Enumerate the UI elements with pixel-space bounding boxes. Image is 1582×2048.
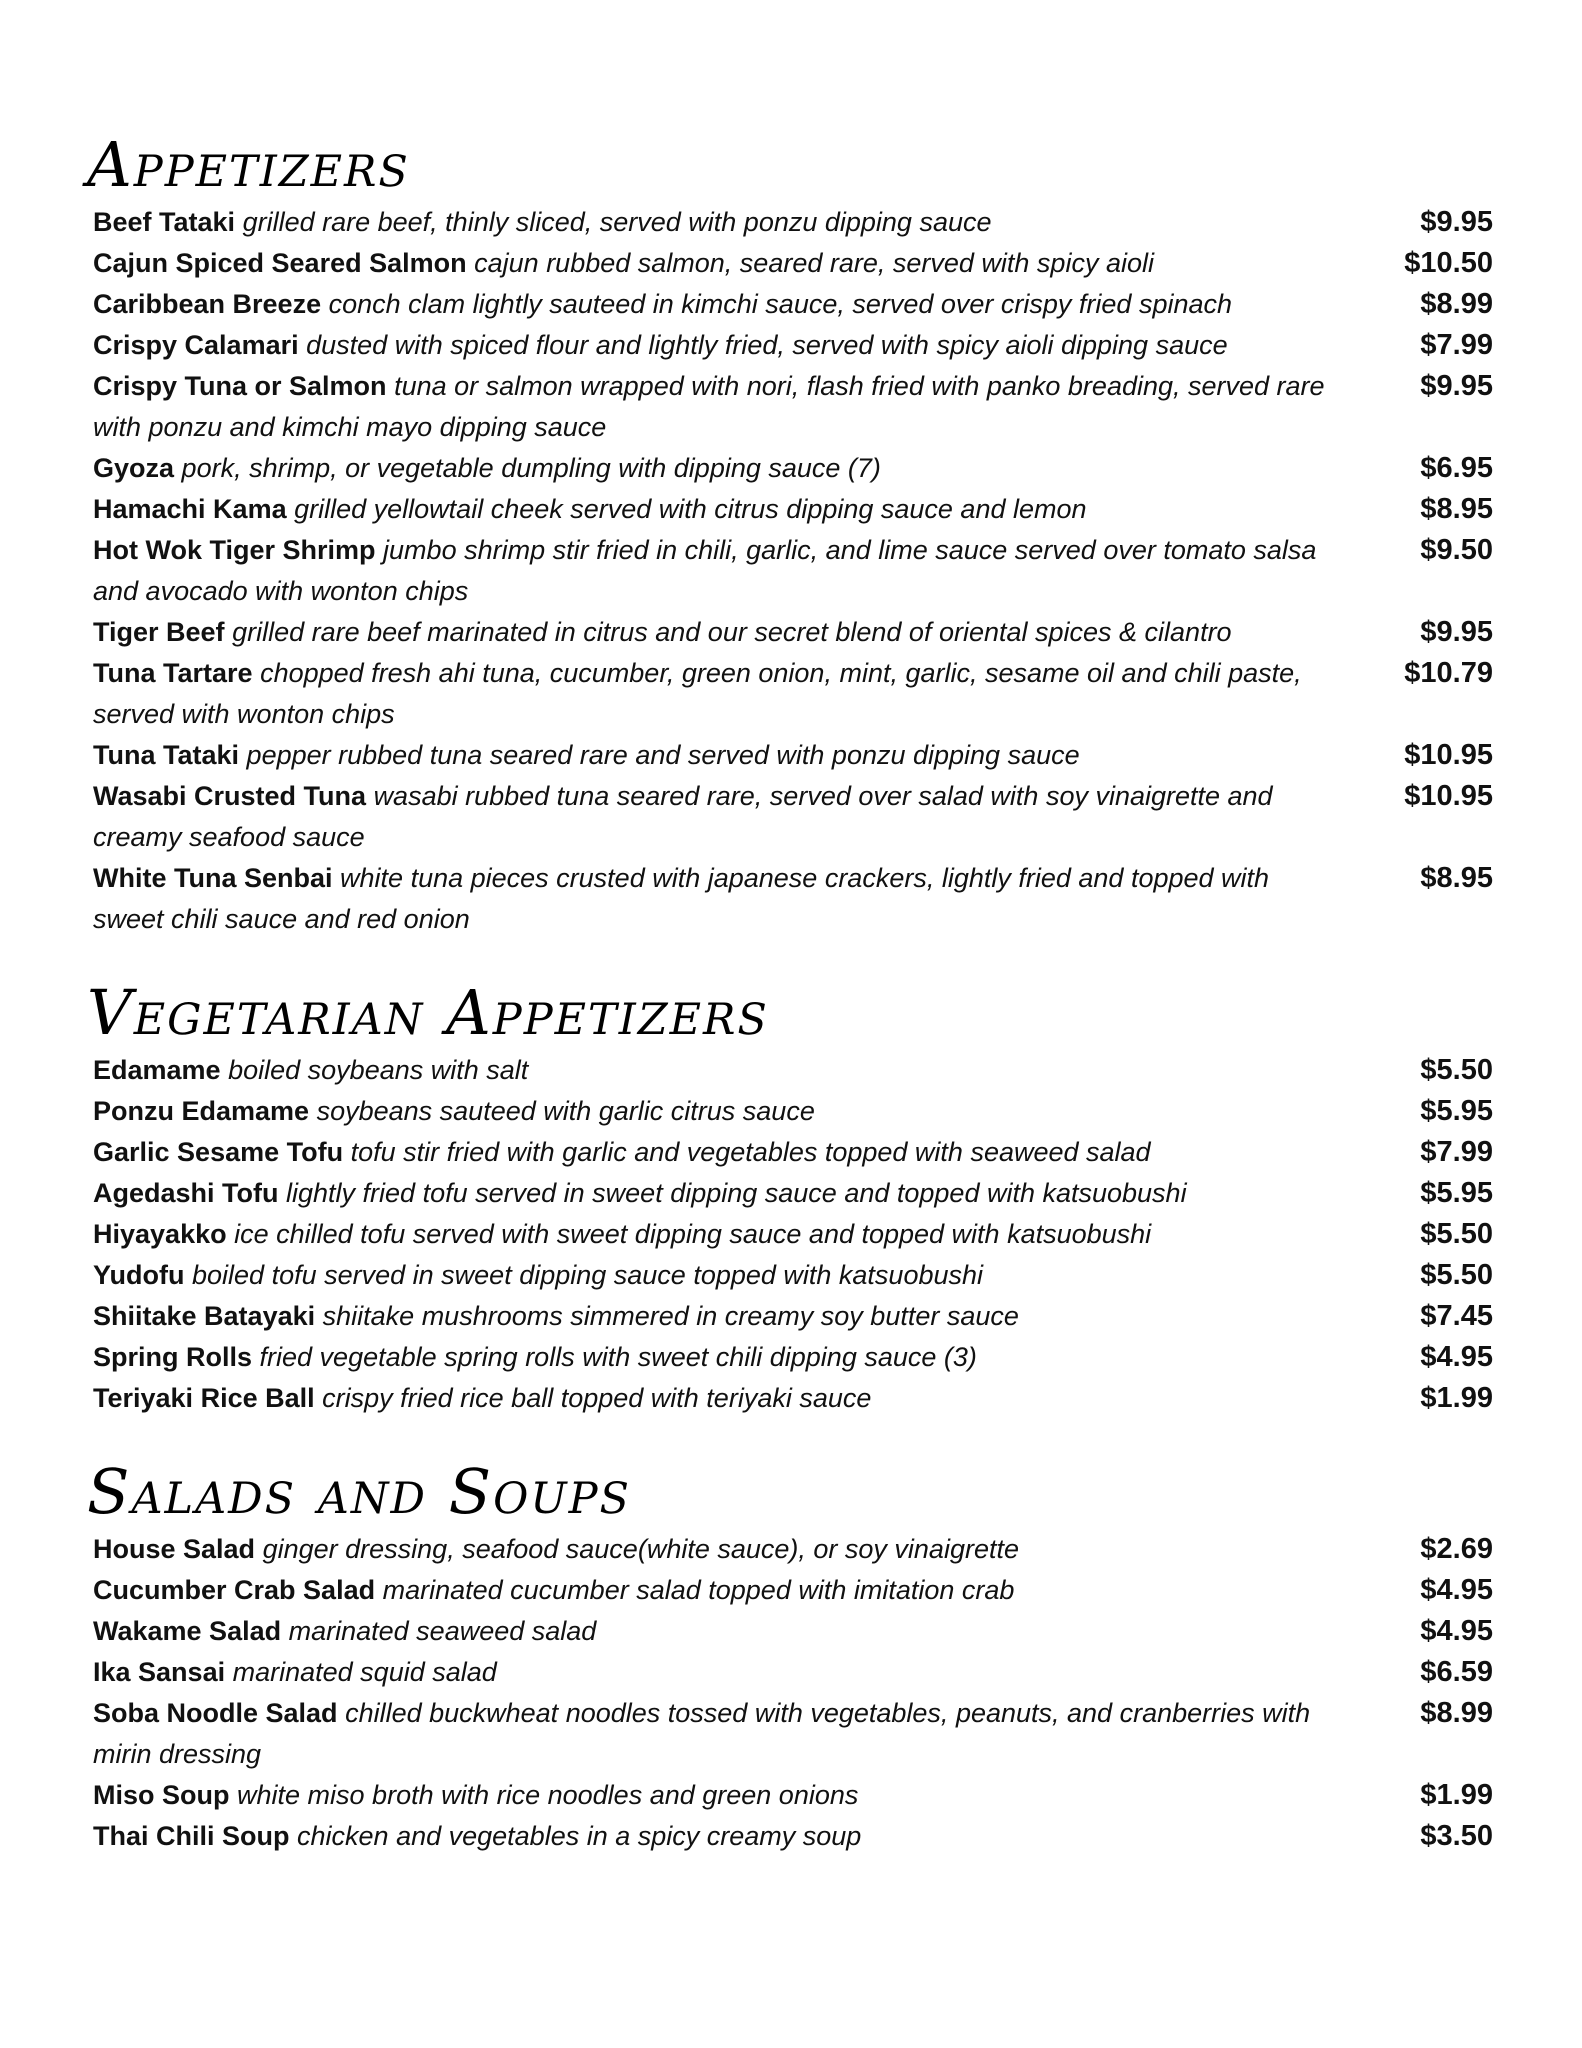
item-name: Cajun Spiced Seared Salmon bbox=[93, 248, 467, 278]
section-salads-and-soups bbox=[87, 1455, 1493, 1857]
item-description: marinated seaweed salad bbox=[288, 1616, 597, 1646]
item-description: jumbo shrimp stir fried in chili, garlic, and lime sauce served over tomato salsa and avocado with wonton chips bbox=[93, 535, 1317, 606]
item-price: $4.95 bbox=[1420, 1341, 1493, 1373]
menu-item bbox=[93, 1337, 1493, 1378]
item-price: $9.50 bbox=[1420, 534, 1493, 566]
item-description: soybeans sauteed with garlic citrus sauce bbox=[316, 1096, 815, 1126]
menu-page bbox=[87, 128, 1493, 1895]
item-description: marinated squid salad bbox=[232, 1657, 497, 1687]
item-name: Hiyayakko bbox=[93, 1219, 227, 1249]
menu-item bbox=[93, 1529, 1493, 1570]
menu-item bbox=[93, 1255, 1493, 1296]
section-vegetarian-appetizers bbox=[87, 976, 1493, 1419]
menu-item bbox=[93, 612, 1493, 653]
item-description: conch clam lightly sauteed in kimchi sauce, served over crispy fried spinach bbox=[328, 289, 1233, 319]
item-name: Wakame Salad bbox=[93, 1616, 282, 1646]
menu-item bbox=[93, 366, 1493, 448]
item-text bbox=[93, 1050, 1338, 1091]
item-name: House Salad bbox=[93, 1534, 256, 1564]
item-description: chopped fresh ahi tuna, cucumber, green onion, mint, garlic, sesame oil and chili paste, served with wonton chips bbox=[93, 658, 1302, 729]
item-price: $5.50 bbox=[1420, 1259, 1493, 1291]
menu-item bbox=[93, 1693, 1493, 1775]
item-description: boiled tofu served in sweet dipping sauce topped with katsuobushi bbox=[192, 1260, 984, 1290]
item-description: lightly fried tofu served in sweet dipping sauce and topped with katsuobushi bbox=[286, 1178, 1187, 1208]
item-description: marinated cucumber salad topped with imitation crab bbox=[382, 1575, 1015, 1605]
item-description: pork, shrimp, or vegetable dumpling with dipping sauce (7) bbox=[181, 453, 881, 483]
item-price: $8.99 bbox=[1420, 288, 1493, 320]
item-text bbox=[93, 1652, 1338, 1693]
item-name: White Tuna Senbai bbox=[93, 863, 333, 893]
menu-item bbox=[93, 1173, 1493, 1214]
item-name: Agedashi Tofu bbox=[93, 1178, 279, 1208]
item-name: Hamachi Kama bbox=[93, 494, 287, 524]
item-price: $10.95 bbox=[1404, 780, 1493, 812]
menu-item bbox=[93, 1132, 1493, 1173]
item-description: ice chilled tofu served with sweet dipping sauce and topped with katsuobushi bbox=[234, 1219, 1152, 1249]
item-name: Beef Tataki bbox=[93, 207, 236, 237]
item-text bbox=[93, 1132, 1338, 1173]
menu-item bbox=[93, 1296, 1493, 1337]
item-price: $2.69 bbox=[1420, 1533, 1493, 1565]
menu-item bbox=[93, 325, 1493, 366]
menu-item bbox=[93, 735, 1493, 776]
item-description: white tuna pieces crusted with japanese crackers, lightly fried and topped with sweet chili sauce and red onion bbox=[93, 863, 1270, 934]
item-name: Teriyaki Rice Ball bbox=[93, 1383, 315, 1413]
menu-item bbox=[93, 1816, 1493, 1857]
item-description: fried vegetable spring rolls with sweet chili dipping sauce (3) bbox=[259, 1342, 977, 1372]
item-description: tuna or salmon wrapped with nori, flash fried with panko breading, served rare with ponzu and kimchi mayo dipping sauce bbox=[93, 371, 1325, 442]
item-price: $3.50 bbox=[1420, 1820, 1493, 1852]
item-text bbox=[93, 653, 1338, 735]
item-text bbox=[93, 1091, 1338, 1132]
menu-item bbox=[93, 1378, 1493, 1419]
menu-item bbox=[93, 202, 1493, 243]
item-text bbox=[93, 735, 1338, 776]
item-name: Soba Noodle Salad bbox=[93, 1698, 338, 1728]
item-name: Thai Chili Soup bbox=[93, 1821, 290, 1851]
menu-item bbox=[93, 1775, 1493, 1816]
item-price: $10.50 bbox=[1404, 247, 1493, 279]
item-text bbox=[93, 489, 1338, 530]
item-text bbox=[93, 448, 1338, 489]
item-name: Edamame bbox=[93, 1055, 221, 1085]
menu-item bbox=[93, 1091, 1493, 1132]
item-text bbox=[93, 202, 1338, 243]
item-name: Garlic Sesame Tofu bbox=[93, 1137, 344, 1167]
item-price: $8.95 bbox=[1420, 862, 1493, 894]
section-title: Salads and Soups bbox=[87, 1455, 631, 1528]
item-text bbox=[93, 284, 1338, 325]
item-price: $1.99 bbox=[1420, 1779, 1493, 1811]
item-price: $5.50 bbox=[1420, 1218, 1493, 1250]
item-price: $9.95 bbox=[1420, 616, 1493, 648]
item-name: Gyoza bbox=[93, 453, 175, 483]
item-name: Ika Sansai bbox=[93, 1657, 226, 1687]
item-name: Tuna Tartare bbox=[93, 658, 253, 688]
item-description: grilled yellowtail cheek served with citrus dipping sauce and lemon bbox=[294, 494, 1087, 524]
item-text bbox=[93, 1816, 1338, 1857]
section-title: Vegetarian Appetizers bbox=[87, 976, 769, 1049]
menu-item bbox=[93, 243, 1493, 284]
item-name: Ponzu Edamame bbox=[93, 1096, 310, 1126]
item-description: shiitake mushrooms simmered in creamy soy butter sauce bbox=[322, 1301, 1019, 1331]
item-price: $6.59 bbox=[1420, 1656, 1493, 1688]
item-description: chicken and vegetables in a spicy creamy soup bbox=[297, 1821, 862, 1851]
item-text bbox=[93, 776, 1338, 858]
item-price: $4.95 bbox=[1420, 1615, 1493, 1647]
menu-item bbox=[93, 1611, 1493, 1652]
item-text bbox=[93, 612, 1338, 653]
item-description: tofu stir fried with garlic and vegetables topped with seaweed salad bbox=[350, 1137, 1151, 1167]
item-description: grilled rare beef, thinly sliced, served with ponzu dipping sauce bbox=[242, 207, 992, 237]
menu-item bbox=[93, 489, 1493, 530]
menu-item bbox=[93, 1050, 1493, 1091]
item-name: Crispy Calamari bbox=[93, 330, 299, 360]
item-name: Miso Soup bbox=[93, 1780, 230, 1810]
item-description: dusted with spiced flour and lightly fried, served with spicy aioli dipping sauce bbox=[306, 330, 1228, 360]
item-text bbox=[93, 1255, 1338, 1296]
item-price: $7.99 bbox=[1420, 329, 1493, 361]
menu-item bbox=[93, 858, 1493, 940]
item-text bbox=[93, 1378, 1338, 1419]
item-text bbox=[93, 1214, 1338, 1255]
item-name: Spring Rolls bbox=[93, 1342, 253, 1372]
item-text bbox=[93, 1173, 1338, 1214]
item-name: Caribbean Breeze bbox=[93, 289, 322, 319]
item-name: Hot Wok Tiger Shrimp bbox=[93, 535, 376, 565]
item-text bbox=[93, 325, 1338, 366]
item-price: $5.95 bbox=[1420, 1177, 1493, 1209]
item-price: $7.99 bbox=[1420, 1136, 1493, 1168]
section-appetizers bbox=[87, 128, 1493, 940]
item-text bbox=[93, 1611, 1338, 1652]
item-price: $9.95 bbox=[1420, 206, 1493, 238]
item-description: crispy fried rice ball topped with teriyaki sauce bbox=[322, 1383, 872, 1413]
menu-item bbox=[93, 284, 1493, 325]
menu-item bbox=[93, 653, 1493, 735]
item-text bbox=[93, 530, 1338, 612]
menu-item bbox=[93, 530, 1493, 612]
menu-item bbox=[93, 776, 1493, 858]
item-price: $10.79 bbox=[1404, 657, 1493, 689]
item-text bbox=[93, 858, 1338, 940]
menu-item bbox=[93, 1570, 1493, 1611]
item-description: boiled soybeans with salt bbox=[228, 1055, 529, 1085]
item-name: Yudofu bbox=[93, 1260, 185, 1290]
item-name: Crispy Tuna or Salmon bbox=[93, 371, 387, 401]
item-name: Tiger Beef bbox=[93, 617, 225, 647]
item-description: chilled buckwheat noodles tossed with vegetables, peanuts, and cranberries with mirin dressing bbox=[93, 1698, 1311, 1769]
item-price: $4.95 bbox=[1420, 1574, 1493, 1606]
item-text bbox=[93, 1775, 1338, 1816]
item-description: white miso broth with rice noodles and green onions bbox=[237, 1780, 859, 1810]
item-price: $5.95 bbox=[1420, 1095, 1493, 1127]
item-name: Cucumber Crab Salad bbox=[93, 1575, 376, 1605]
item-price: $10.95 bbox=[1404, 739, 1493, 771]
menu-item bbox=[93, 448, 1493, 489]
item-description: ginger dressing, seafood sauce(white sauce), or soy vinaigrette bbox=[262, 1534, 1019, 1564]
item-name: Tuna Tataki bbox=[93, 740, 240, 770]
menu-item bbox=[93, 1652, 1493, 1693]
item-text bbox=[93, 1296, 1338, 1337]
item-text bbox=[93, 1337, 1338, 1378]
item-description: cajun rubbed salmon, seared rare, served with spicy aioli bbox=[474, 248, 1154, 278]
section-title: Appetizers bbox=[87, 128, 410, 201]
item-text bbox=[93, 366, 1338, 448]
item-price: $6.95 bbox=[1420, 452, 1493, 484]
item-name: Shiitake Batayaki bbox=[93, 1301, 316, 1331]
item-price: $7.45 bbox=[1420, 1300, 1493, 1332]
item-price: $5.50 bbox=[1420, 1054, 1493, 1086]
item-text bbox=[93, 1693, 1338, 1775]
menu-item bbox=[93, 1214, 1493, 1255]
item-name: Wasabi Crusted Tuna bbox=[93, 781, 367, 811]
item-description: grilled rare beef marinated in citrus and our secret blend of oriental spices & cilantro bbox=[232, 617, 1232, 647]
item-description: wasabi rubbed tuna seared rare, served over salad with soy vinaigrette and creamy seafood sauce bbox=[93, 781, 1273, 852]
item-text bbox=[93, 1529, 1338, 1570]
item-text bbox=[93, 243, 1338, 284]
item-text bbox=[93, 1570, 1338, 1611]
item-price: $8.95 bbox=[1420, 493, 1493, 525]
item-description: pepper rubbed tuna seared rare and served with ponzu dipping sauce bbox=[246, 740, 1080, 770]
item-price: $8.99 bbox=[1420, 1697, 1493, 1729]
item-price: $9.95 bbox=[1420, 370, 1493, 402]
item-price: $1.99 bbox=[1420, 1382, 1493, 1414]
